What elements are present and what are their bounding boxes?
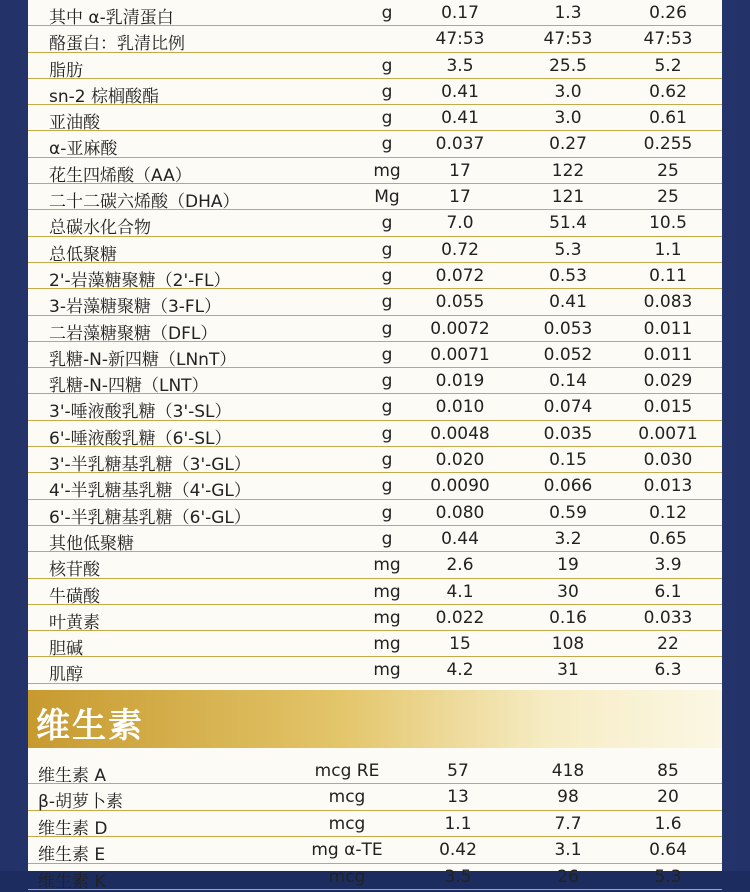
nutrient-name: 花生四烯酸（AA）: [49, 165, 192, 186]
unit-cell: mg: [373, 634, 401, 655]
nutrient-name: 乳糖-N-新四糖（LNnT）: [49, 349, 237, 370]
table-row: [28, 316, 722, 342]
value-per-100kcal: 0.015: [643, 397, 693, 418]
nutrient-name: 总低聚糖: [49, 244, 117, 265]
value-per-100kcal: 22: [657, 634, 679, 655]
unit-cell: g: [381, 476, 393, 497]
value-per-100ml: 2.6: [446, 555, 474, 576]
nutrient-name: β-胡萝卜素: [38, 792, 123, 813]
unit-cell: mg: [373, 581, 401, 602]
table-row: [28, 421, 722, 447]
unit-cell: g: [381, 502, 393, 523]
table-row: [28, 447, 722, 476]
nutrient-name: 维生素 D: [38, 818, 108, 839]
value-per-100kcal: 6.3: [654, 660, 682, 681]
value-per-100ml: 0.72: [441, 239, 479, 260]
value-per-100kcal: 0.12: [649, 502, 687, 523]
unit-cell: mg: [373, 607, 401, 628]
unit-cell: mg: [373, 160, 401, 181]
value-per-100kcal: 0.65: [649, 528, 687, 549]
value-per-100g: 0.59: [549, 502, 587, 523]
value-per-100kcal: 0.61: [649, 108, 687, 129]
value-per-100kcal: 0.62: [649, 81, 687, 102]
value-per-100ml: 0.17: [441, 3, 479, 23]
nutrient-name: α-亚麻酸: [49, 139, 118, 160]
nutrient-name: 脂肪: [49, 60, 83, 81]
value-per-100kcal: 0.26: [649, 3, 687, 23]
value-per-100g: 1.3: [554, 3, 582, 23]
value-per-100kcal: 5.2: [654, 55, 682, 76]
table-row: [28, 79, 722, 105]
value-per-100g: 418: [551, 761, 585, 781]
value-per-100kcal: 20: [657, 787, 679, 808]
value-per-100g: 0.053: [543, 318, 593, 339]
value-per-100g: 31: [557, 660, 579, 681]
table-row: [28, 263, 722, 289]
nutrient-name: 亚油酸: [49, 113, 100, 134]
table-row: [28, 158, 722, 184]
nutrient-name: 6'-唾液酸乳糖（6'-SL）: [49, 428, 232, 449]
value-per-100kcal: 0.0071: [638, 423, 698, 444]
value-per-100g: 0.15: [549, 450, 587, 471]
unit-cell: mcg: [328, 787, 366, 808]
value-per-100g: 25.5: [549, 55, 587, 76]
table-row: [28, 552, 722, 581]
value-per-100kcal: 25: [657, 160, 679, 181]
value-per-100ml: 17: [449, 160, 471, 181]
unit-cell: mg: [373, 555, 401, 576]
value-per-100g: 3.0: [554, 81, 582, 102]
unit-cell: g: [381, 108, 393, 129]
value-per-100kcal: 5.3: [654, 866, 682, 887]
value-per-100kcal: 0.030: [643, 450, 693, 471]
value-per-100kcal: 10.5: [649, 213, 687, 234]
value-per-100ml: 57: [447, 761, 469, 781]
value-per-100g: 30: [557, 581, 579, 602]
table-row: [28, 26, 722, 55]
value-per-100ml: 0.055: [435, 292, 485, 313]
unit-cell: g: [381, 318, 393, 339]
table-row: [28, 579, 722, 605]
nutrient-name: 其中 α-乳清蛋白: [49, 8, 174, 28]
value-per-100g: 19: [557, 555, 579, 576]
value-per-100kcal: 0.255: [643, 134, 693, 155]
value-per-100g: 0.074: [543, 397, 593, 418]
nutrient-name: 酪蛋白：乳清比例: [49, 34, 185, 55]
unit-cell: g: [381, 55, 393, 76]
value-per-100ml: 0.44: [441, 528, 479, 549]
unit-cell: Mg: [374, 187, 400, 208]
nutrient-name: 肌醇: [49, 665, 83, 686]
value-per-100ml: 47:53: [435, 29, 485, 50]
table-row: [28, 53, 722, 79]
nutrient-table: [28, 0, 722, 684]
value-per-100g: 122: [551, 160, 585, 181]
table-row: [28, 657, 722, 686]
value-per-100ml: 4.2: [446, 660, 474, 681]
unit-cell: mcg: [328, 813, 366, 834]
nutrient-name: 二岩藻糖聚糖（DFL）: [49, 323, 218, 344]
value-per-100g: 47:53: [543, 29, 593, 50]
table-row: [28, 837, 722, 866]
value-per-100kcal: 1.6: [654, 813, 682, 834]
value-per-100kcal: 3.9: [654, 555, 682, 576]
value-per-100g: 0.27: [549, 134, 587, 155]
value-per-100ml: 1.1: [444, 813, 472, 834]
value-per-100ml: 0.019: [435, 371, 485, 392]
value-per-100ml: 17: [449, 187, 471, 208]
table-row: [28, 864, 722, 890]
value-per-100g: 0.16: [549, 607, 587, 628]
value-per-100ml: 7.0: [446, 213, 474, 234]
value-per-100g: 0.035: [543, 423, 593, 444]
unit-cell: mg: [373, 660, 401, 681]
unit-cell: g: [381, 134, 393, 155]
value-per-100kcal: 25: [657, 187, 679, 208]
nutrient-name: 3'-唾液酸乳糖（3'-SL）: [49, 402, 232, 423]
table-row: [28, 342, 722, 368]
table-row: [28, 289, 722, 318]
table-row: [28, 210, 722, 239]
value-per-100ml: 0.42: [439, 840, 477, 861]
section-header-vitamins: [28, 690, 722, 748]
value-per-100g: 98: [557, 787, 579, 808]
table-row: [28, 394, 722, 423]
value-per-100ml: 13: [447, 787, 469, 808]
nutrient-name: 牛磺酸: [49, 586, 100, 607]
value-per-100ml: 0.41: [441, 81, 479, 102]
nutrition-panel: [28, 0, 722, 892]
table-row: [28, 237, 722, 263]
unit-cell: g: [381, 450, 393, 471]
nutrient-name: 6'-半乳糖基乳糖（6'-GL）: [49, 507, 251, 528]
nutrient-name: 3'-半乳糖基乳糖（3'-GL）: [49, 455, 251, 476]
nutrient-name: sn-2 棕榈酸酯: [49, 86, 159, 107]
value-per-100kcal: 0.029: [643, 371, 693, 392]
unit-cell: g: [381, 397, 393, 418]
value-per-100ml: 4.1: [446, 581, 474, 602]
value-per-100g: 3.2: [554, 528, 582, 549]
value-per-100g: 0.53: [549, 265, 587, 286]
table-row: [28, 368, 722, 397]
value-per-100g: 0.066: [543, 476, 593, 497]
value-per-100ml: 0.072: [435, 265, 485, 286]
table-row: [28, 758, 722, 784]
value-per-100g: 51.4: [549, 213, 587, 234]
table-row: [28, 0, 722, 26]
table-row: [28, 131, 722, 160]
nutrient-name: 维生素 A: [38, 766, 107, 786]
nutrient-name: 3-岩藻糖聚糖（3-FL）: [49, 297, 222, 318]
value-per-100g: 26: [557, 866, 579, 887]
unit-cell: g: [381, 292, 393, 313]
unit-cell: g: [381, 344, 393, 365]
unit-cell: mcg: [328, 866, 366, 887]
value-per-100ml: 0.0048: [430, 423, 490, 444]
nutrient-name: 乳糖-N-四糖（LNT）: [49, 376, 209, 397]
value-per-100kcal: 0.011: [643, 344, 693, 365]
nutrient-name: 核苷酸: [49, 560, 100, 581]
value-per-100ml: 0.0071: [430, 344, 490, 365]
value-per-100ml: 15: [449, 634, 471, 655]
nutrient-name: 其他低聚糖: [49, 533, 134, 554]
table-row: [28, 526, 722, 552]
value-per-100ml: 0.020: [435, 450, 485, 471]
value-per-100kcal: 0.083: [643, 292, 693, 313]
unit-cell: g: [381, 423, 393, 444]
value-per-100g: 3.0: [554, 108, 582, 129]
value-per-100kcal: 85: [657, 761, 679, 781]
value-per-100g: 3.1: [554, 840, 582, 861]
value-per-100g: 0.14: [549, 371, 587, 392]
value-per-100ml: 0.080: [435, 502, 485, 523]
value-per-100g: 0.052: [543, 344, 593, 365]
unit-cell: g: [381, 265, 393, 286]
value-per-100ml: 0.0072: [430, 318, 490, 339]
table-row: [28, 605, 722, 631]
unit-cell: g: [381, 239, 393, 260]
value-per-100ml: 0.41: [441, 108, 479, 129]
unit-cell: g: [381, 81, 393, 102]
value-per-100g: 121: [551, 187, 585, 208]
table-row: [28, 473, 722, 502]
value-per-100ml: 0.022: [435, 607, 485, 628]
nutrient-name: 叶黄素: [49, 612, 100, 633]
value-per-100ml: 3.5: [444, 866, 472, 887]
value-per-100kcal: 6.1: [654, 581, 682, 602]
value-per-100g: 0.41: [549, 292, 587, 313]
value-per-100g: 108: [551, 634, 585, 655]
value-per-100g: 7.7: [554, 813, 582, 834]
unit-cell: g: [381, 213, 393, 234]
nutrient-name: 2'-岩藻糖聚糖（2'-FL）: [49, 270, 231, 291]
value-per-100ml: 0.0090: [430, 476, 490, 497]
nutrient-name: 胆碱: [49, 639, 83, 660]
unit-cell: g: [381, 3, 393, 23]
table-row: [28, 105, 722, 134]
value-per-100ml: 0.037: [435, 134, 485, 155]
table-row: [28, 184, 722, 213]
value-per-100kcal: 0.013: [643, 476, 693, 497]
nutrient-name: 4'-半乳糖基乳糖（4'-GL）: [49, 481, 251, 502]
value-per-100kcal: 0.011: [643, 318, 693, 339]
table-row: [28, 500, 722, 526]
table-row: [28, 811, 722, 837]
table-row: [28, 784, 722, 813]
table-row: [28, 631, 722, 660]
value-per-100kcal: 0.033: [643, 607, 693, 628]
nutrient-name: 二十二碳六烯酸（DHA）: [49, 192, 240, 213]
value-per-100g: 5.3: [554, 239, 582, 260]
value-per-100kcal: 47:53: [643, 29, 693, 50]
unit-cell: g: [381, 371, 393, 392]
unit-cell: g: [381, 528, 393, 549]
value-per-100kcal: 1.1: [654, 239, 682, 260]
value-per-100ml: 3.5: [446, 55, 474, 76]
vitamin-table: [28, 758, 722, 890]
nutrient-name: 维生素 K: [38, 871, 106, 892]
nutrient-name: 总碳水化合物: [49, 218, 151, 239]
unit-cell: mcg RE: [314, 761, 380, 781]
value-per-100ml: 0.010: [435, 397, 485, 418]
unit-cell: mg α-TE: [311, 840, 383, 861]
value-per-100kcal: 0.11: [649, 265, 687, 286]
section-title: 维生素: [36, 706, 144, 746]
nutrient-name: 维生素 E: [38, 845, 106, 866]
value-per-100kcal: 0.64: [649, 840, 687, 861]
